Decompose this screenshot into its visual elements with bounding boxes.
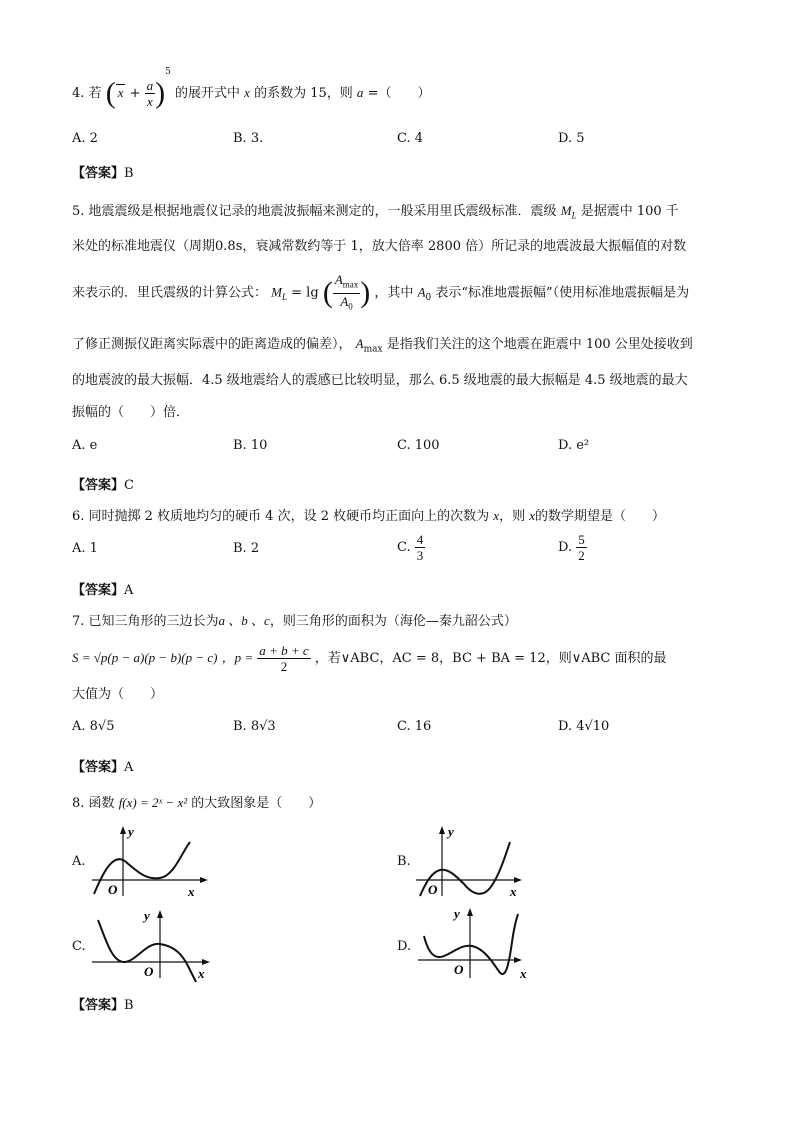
q7-heron-formula: S = √p(p − a)(p − b)(p − c) (72, 650, 218, 665)
q8-label-a: A. (72, 854, 86, 869)
q4-fraction: $\frac{a}{x}$ (146, 78, 154, 109)
q8-graph-b (412, 822, 532, 898)
q6-option-a: A. 1 (72, 541, 98, 556)
svg-text:y: y (448, 824, 454, 839)
q8-graph-d (414, 902, 532, 982)
q8-stem: 8. 函数 f(x) = 2ˣ − x² 的大致图象是（ ） (72, 795, 322, 811)
q7-line-3: 大值为（ ） (72, 687, 164, 702)
q4-option-c: C. 4 (397, 131, 424, 146)
q5-option-d: D. e² (558, 438, 590, 453)
q7-p-fraction: $\frac{a + b + c}{2}$ (259, 643, 309, 674)
q4-number: 4. 若 (72, 86, 102, 101)
q7-line-1: 7. 已知三角形的三边长为a 、b 、c，则三角形的面积为（海伦—秦九韶公式） (72, 613, 517, 629)
q4-option-d: D. 5 (558, 131, 585, 146)
svg-text:O: O (144, 964, 154, 979)
q4-answer: 【答案】B (72, 166, 134, 181)
svg-text:x: x (520, 966, 527, 981)
q7-option-a: A. 8√5 (72, 719, 115, 734)
q6-option-b: B. 2 (233, 541, 260, 556)
q7-answer: 【答案】A (72, 760, 134, 775)
q6-stem: 6. 同时抛掷 2 枚质地均匀的硬币 4 次，设 2 枚硬币均正面向上的次数为 x，则 x的数学期望是（ ） (72, 508, 666, 524)
q4-option-a: A. 2 (72, 131, 98, 146)
q8-graph-a (86, 822, 216, 898)
q5-formula-lhs: M (271, 284, 282, 300)
q8-graph-c (88, 906, 218, 982)
q4-stem: 4. 若 ( x + $\frac{a}{x}$ )$^5$ 的展开式中 x 的系数为 15，则 a =（ ） (72, 66, 431, 110)
q8-label-c: C. (72, 939, 86, 954)
q5-answer: 【答案】C (72, 478, 134, 493)
svg-text:O: O (108, 882, 118, 897)
svg-text:x: x (198, 966, 205, 981)
q4-sqrt-x: x (117, 85, 124, 100)
q5-line-5: 的地震波的最大振幅．4.5 级地震给人的震感已比较明显，那么 6.5 级地震的最大振幅是 4.5 级地震的最大 (72, 373, 688, 388)
q5-line-6: 振幅的（ ）倍． (72, 405, 190, 420)
q6-answer: 【答案】A (72, 583, 134, 598)
q5-line-3: 来表示的．里氏震级的计算公式： $M_L = \lg$ ( $\frac{A_{max}}{A_0}$ ) ，其中 $A_0$ 表示“标准地震振幅”（使用标准地震振幅是为 (72, 272, 689, 314)
svg-text:y: y (128, 824, 134, 839)
q6-option-d: D. $\frac{5}{2}$ (558, 532, 585, 563)
q8-function: f(x) = 2ˣ − x² (118, 795, 188, 810)
q8-label-d: D. (397, 939, 412, 954)
q5-option-b: B. 10 (233, 438, 268, 453)
svg-text:y: y (144, 908, 150, 923)
q5-option-c: C. 100 (397, 438, 440, 453)
q5-option-a: A. e (72, 438, 98, 453)
svg-text:O: O (454, 962, 464, 977)
q8-label-b: B. (397, 854, 411, 869)
q7-option-c: C. 16 (397, 719, 432, 734)
svg-text:y: y (454, 906, 460, 921)
q5-formula-fraction: $\frac{A_{max}}{A_0}$ (334, 272, 359, 312)
q5-line-4: 了修正测振仪距离实际震中的距离造成的偏差）， $A_{max}$ 是指我们关注的这个地震在距震中 100 公里处接收到 (72, 336, 693, 355)
q7-option-d: D. 4√10 (558, 719, 610, 734)
svg-text:x: x (510, 884, 517, 898)
q5-line-2: 米处的标准地震仪（周期0.8s，衰减常数约等于 1，放大倍率 2800 倍）所记录的地震波最大振幅值的对数 (72, 239, 687, 254)
q4-option-b: B. 3. (233, 131, 264, 146)
q6-option-c: C. $\frac{4}{3}$ (397, 532, 424, 563)
q7-line-2: S = √p(p − a)(p − b)(p − c) ，p = $\frac{a + b + c}{2}$ ，若∨ABC，AC = 8，BC + BA = 12，则∨ABC 面积的最 (72, 643, 667, 674)
q8-answer: 【答案】B (72, 998, 134, 1013)
q7-option-b: B. 8√3 (233, 719, 276, 734)
q5-line-1: 5. 地震震级是根据地震仪记录的地震波振幅来测定的，一般采用里氏震级标准．震级 $M_L$ 是据震中 100 千 (72, 203, 679, 221)
svg-text:x: x (188, 884, 195, 898)
q4-exponent: 5 (165, 66, 171, 77)
svg-text:O: O (428, 882, 438, 897)
